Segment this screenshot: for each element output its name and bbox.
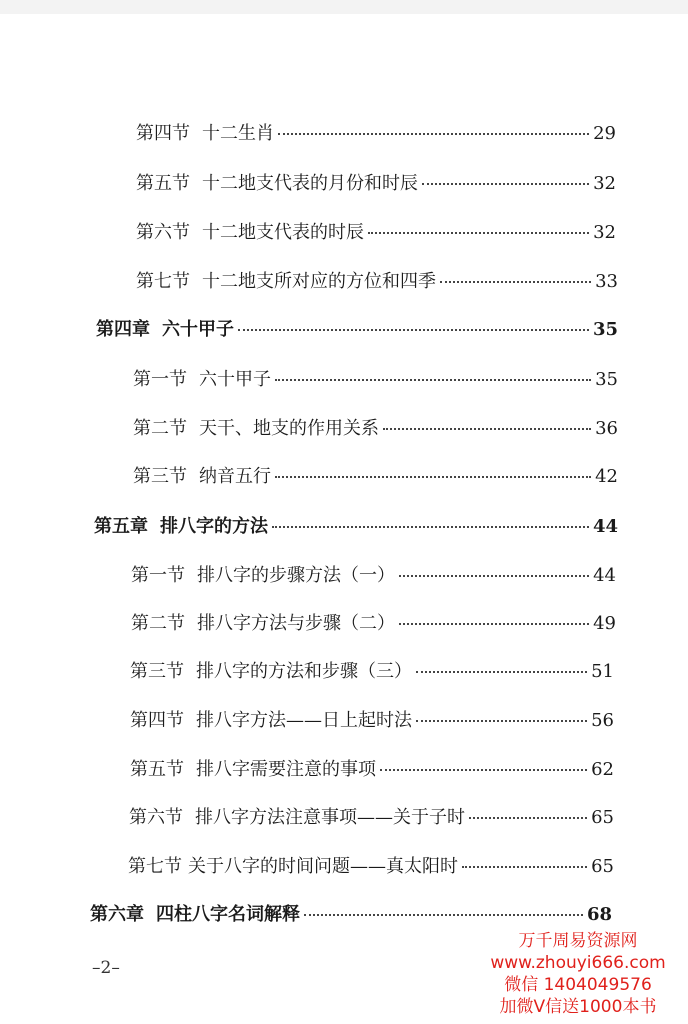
toc-section-number: 第七节 xyxy=(128,856,182,877)
page-number-footer: –2– xyxy=(92,958,120,978)
toc-entry-section xyxy=(133,417,618,441)
toc-page-number: 42 xyxy=(595,466,618,487)
toc-section-number: 第二节 xyxy=(133,418,187,439)
toc-entry-section xyxy=(136,270,618,294)
watermark-wechat: 微信 1404049576 xyxy=(504,975,652,995)
toc-section-title: 关于八字的时间问题——真太阳时 xyxy=(188,856,458,877)
toc-page-number: 65 xyxy=(591,807,614,828)
toc-leader-dots xyxy=(380,769,587,771)
toc-entry-chapter xyxy=(94,515,618,539)
toc-leader-dots xyxy=(422,183,589,185)
toc-section-title: 排八字方法与步骤（二） xyxy=(197,613,395,634)
toc-entry-section xyxy=(136,122,616,146)
toc-entry-chapter xyxy=(90,903,612,927)
toc-leader-dots xyxy=(440,281,591,283)
toc-section-title: 十二地支代表的月份和时辰 xyxy=(202,173,418,194)
toc-leader-dots xyxy=(278,133,589,135)
toc-chapter-title: 四柱八字名词解释 xyxy=(156,904,300,925)
watermark-site-name: 万千周易资源网 xyxy=(518,931,638,951)
watermark-url: www.zhouyi666.com xyxy=(490,953,666,973)
toc-entry-section xyxy=(133,465,618,489)
toc-section-title: 排八字方法——日上起时法 xyxy=(196,710,412,731)
toc-entry-section xyxy=(136,221,616,245)
toc-leader-dots xyxy=(399,575,589,577)
toc-leader-dots xyxy=(383,428,591,430)
toc-leader-dots xyxy=(275,379,591,381)
toc-entry-section xyxy=(128,855,614,879)
toc-entry-section xyxy=(133,368,618,392)
toc-leader-dots xyxy=(304,914,583,916)
toc-page-number: 56 xyxy=(591,710,614,731)
toc-section-title: 十二地支所对应的方位和四季 xyxy=(202,271,436,292)
toc-leader-dots xyxy=(368,232,589,234)
toc-section-title: 十二生肖 xyxy=(202,123,274,144)
toc-page-number: 33 xyxy=(595,271,618,292)
toc-section-number: 第七节 xyxy=(136,271,190,292)
toc-entry-section xyxy=(131,564,616,588)
toc-section-title: 排八字的步骤方法（一） xyxy=(197,565,395,586)
toc-chapter-number: 第四章 xyxy=(96,319,150,340)
toc-leader-dots xyxy=(462,866,587,868)
toc-chapter-number: 第六章 xyxy=(90,904,144,925)
toc-entry-section xyxy=(130,709,614,733)
toc-leader-dots xyxy=(416,720,587,722)
toc-chapter-number: 第五章 xyxy=(94,516,148,537)
toc-leader-dots xyxy=(399,623,589,625)
toc-leader-dots xyxy=(238,329,589,331)
toc-leader-dots xyxy=(469,817,587,819)
toc-entry-section xyxy=(130,660,614,684)
toc-chapter-title: 排八字的方法 xyxy=(160,516,268,537)
toc-section-title: 天干、地支的作用关系 xyxy=(199,418,379,439)
toc-section-number: 第二节 xyxy=(131,613,185,634)
toc-section-title: 六十甲子 xyxy=(199,369,271,390)
toc-entry-section xyxy=(136,172,616,196)
toc-chapter-title: 六十甲子 xyxy=(162,319,234,340)
toc-leader-dots xyxy=(416,671,587,673)
toc-page-number: 35 xyxy=(592,319,618,340)
toc-section-number: 第四节 xyxy=(136,123,190,144)
toc-section-title: 排八字方法注意事项——关于子时 xyxy=(195,807,465,828)
toc-page-number: 65 xyxy=(591,856,614,877)
toc-leader-dots xyxy=(275,476,591,478)
toc-section-title: 十二地支代表的时辰 xyxy=(202,222,364,243)
toc-page-number: 44 xyxy=(593,565,616,586)
toc-section-title: 纳音五行 xyxy=(199,466,271,487)
toc-page-number: 36 xyxy=(595,418,618,439)
toc-leader-dots xyxy=(272,526,589,528)
toc-entry-section xyxy=(129,806,614,830)
toc-entry-section xyxy=(131,612,616,636)
watermark xyxy=(478,930,678,1018)
toc-section-number: 第六节 xyxy=(136,222,190,243)
toc-section-number: 第一节 xyxy=(133,369,187,390)
toc-entry-chapter xyxy=(96,318,618,342)
toc-section-number: 第五节 xyxy=(130,759,184,780)
toc-page-number: 32 xyxy=(593,173,616,194)
toc-section-title: 排八字的方法和步骤（三） xyxy=(196,661,412,682)
watermark-promo: 加微V信送1000本书 xyxy=(499,997,657,1017)
toc-page-number: 32 xyxy=(593,222,616,243)
toc-page-number: 29 xyxy=(593,123,616,144)
toc-section-number: 第五节 xyxy=(136,173,190,194)
toc-page-number: 68 xyxy=(586,904,612,925)
toc-section-number: 第四节 xyxy=(130,710,184,731)
toc-section-number: 第三节 xyxy=(133,466,187,487)
toc-page-number: 44 xyxy=(592,516,618,537)
toc-section-number: 第三节 xyxy=(130,661,184,682)
toc-page-number: 62 xyxy=(591,759,614,780)
toc-page-number: 51 xyxy=(591,661,614,682)
toc-page-number: 49 xyxy=(593,613,616,634)
toc-page-number: 35 xyxy=(595,369,618,390)
toc-section-number: 第一节 xyxy=(131,565,185,586)
toc-section-title: 排八字需要注意的事项 xyxy=(196,759,376,780)
toc-entry-section xyxy=(130,758,614,782)
toc-section-number: 第六节 xyxy=(129,807,183,828)
